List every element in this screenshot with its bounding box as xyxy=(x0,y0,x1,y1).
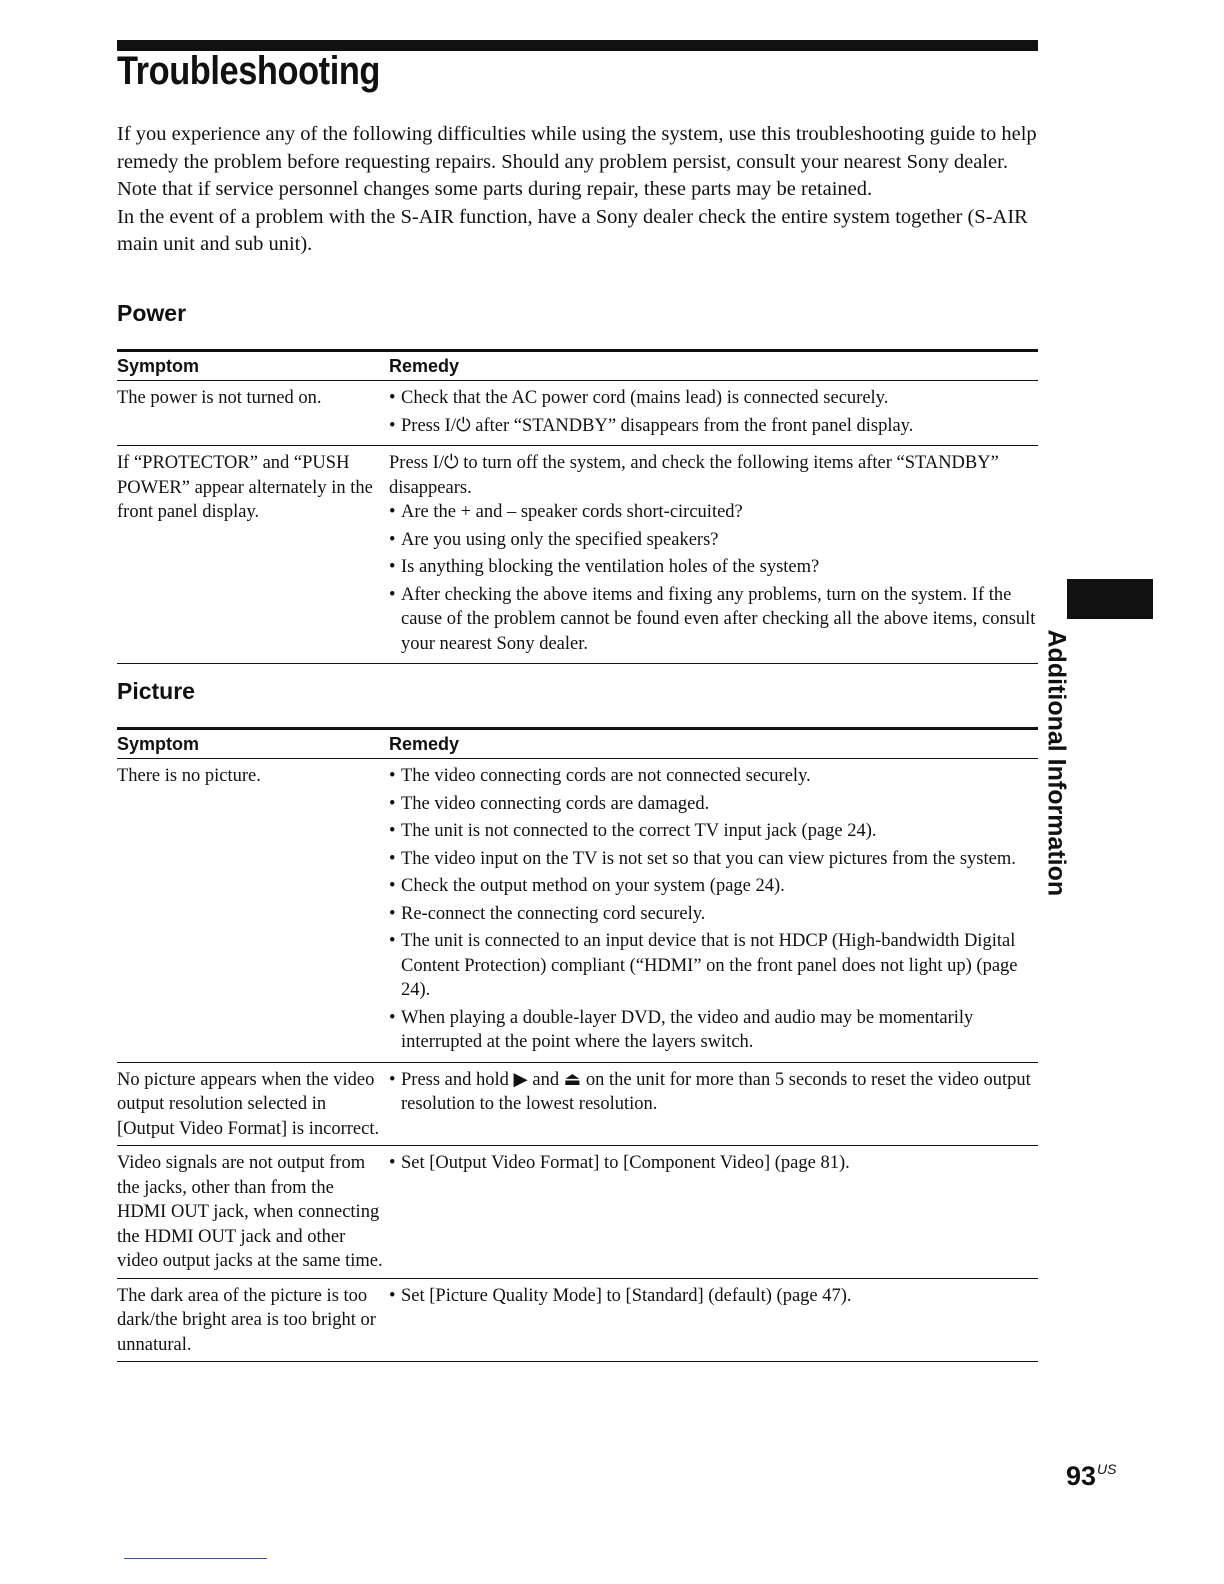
remedy-item: • Check the output method on your system (page 24). xyxy=(389,874,1038,899)
remedy-item: • Press I/⏻ after “STANDBY” disappears from the front panel display. xyxy=(389,414,1038,439)
intro-paragraph: In the event of a problem with the S-AIR function, have a Sony dealer check the entire system together (S-AIR main unit and sub unit). xyxy=(117,205,1028,255)
table-row xyxy=(117,1278,1038,1362)
remedy-item: • Press and hold ▶ and ⏏ on the unit for more than 5 seconds to reset the video output resolution to the lowest resolution. xyxy=(389,1068,1038,1117)
remedy-cell xyxy=(389,381,1038,446)
symptom-header: Symptom xyxy=(117,729,389,759)
remedy-item: • The unit is connected to an input device that is not HDCP (High-bandwidth Digital Content Protection) compliant (“HDMI” on the front panel does not light up) (page 24). xyxy=(389,929,1038,1003)
power-table xyxy=(117,349,1038,664)
symptom-cell: The power is not turned on. xyxy=(117,381,389,446)
picture-heading: Picture xyxy=(117,678,195,704)
remedy-item: • Is anything blocking the ventilation holes of the system? xyxy=(389,555,1038,580)
symptom-cell: Video signals are not output from the jacks, other than from the HDMI OUT jack, when connecting the HDMI OUT jack and other video output jacks at the same time. xyxy=(117,1146,389,1279)
symptom-cell: No picture appears when the video output resolution selected in [Output Video Format] is incorrect. xyxy=(117,1062,389,1146)
page-number xyxy=(1066,1461,1117,1492)
remedy-item: • The video connecting cords are not connected securely. xyxy=(389,764,1038,789)
remedy-header: Remedy xyxy=(389,351,1038,381)
symptom-cell: If “PROTECTOR” and “PUSH POWER” appear alternately in the front panel display. xyxy=(117,446,389,664)
table-row xyxy=(117,1146,1038,1279)
side-tab-label: Additional Information xyxy=(1042,629,1071,897)
remedy-item: • Are the + and – speaker cords short-circuited? xyxy=(389,500,1038,525)
remedy-item: • Re-connect the connecting cord securely. xyxy=(389,902,1038,927)
symptom-cell: There is no picture. xyxy=(117,759,389,1063)
table-row xyxy=(117,759,1038,1063)
page-number-suffix: US xyxy=(1097,1461,1117,1477)
remedy-item: • Check that the AC power cord (mains lead) is connected securely. xyxy=(389,386,1038,411)
remedy-item: • The video input on the TV is not set so that you can view pictures from the system. xyxy=(389,847,1038,872)
footer-rule xyxy=(124,1558,267,1559)
remedy-item: • Set [Output Video Format] to [Component Video] (page 81). xyxy=(389,1151,1038,1176)
page-number-value: 93 xyxy=(1066,1461,1097,1491)
power-heading: Power xyxy=(117,300,187,326)
remedy-cell xyxy=(389,1278,1038,1362)
remedy-item: • Are you using only the specified speakers? xyxy=(389,528,1038,553)
table-row xyxy=(117,381,1038,446)
remedy-cell xyxy=(389,1062,1038,1146)
remedy-cell xyxy=(389,1146,1038,1279)
page-title: Troubleshooting xyxy=(117,49,380,93)
picture-table xyxy=(117,727,1038,1362)
table-row xyxy=(117,1062,1038,1146)
remedy-item: • The video connecting cords are damaged. xyxy=(389,792,1038,817)
remedy-cell xyxy=(389,759,1038,1063)
remedy-item: • After checking the above items and fixing any problems, turn on the system. If the cause of the problem cannot be found even after checking all the above items, consult your nearest Sony dealer. xyxy=(389,583,1038,657)
remedy-item: • Set [Picture Quality Mode] to [Standard] (default) (page 47). xyxy=(389,1284,1038,1309)
symptom-cell: The dark area of the picture is too dark/the bright area is too bright or unnatural. xyxy=(117,1278,389,1362)
table-row xyxy=(117,446,1038,664)
remedy-lead: Press I/⏻ to turn off the system, and check the following items after “STANDBY” disappears. xyxy=(389,453,999,498)
intro-paragraph: If you experience any of the following difficulties while using the system, use this troubleshooting guide to help remedy the problem before requesting repairs. Should any problem persist, consult your nearest Sony dealer. xyxy=(117,123,1037,173)
remedy-cell xyxy=(389,446,1038,664)
remedy-item: • The unit is not connected to the correct TV input jack (page 24). xyxy=(389,819,1038,844)
remedy-item: • When playing a double-layer DVD, the video and audio may be momentarily interrupted at the point where the layers switch. xyxy=(389,1006,1038,1055)
section-tab-marker xyxy=(1067,579,1153,619)
symptom-header: Symptom xyxy=(117,351,389,381)
remedy-header: Remedy xyxy=(389,729,1038,759)
intro-text xyxy=(117,121,1042,259)
intro-paragraph: Note that if service personnel changes some parts during repair, these parts may be retained. xyxy=(117,178,873,200)
